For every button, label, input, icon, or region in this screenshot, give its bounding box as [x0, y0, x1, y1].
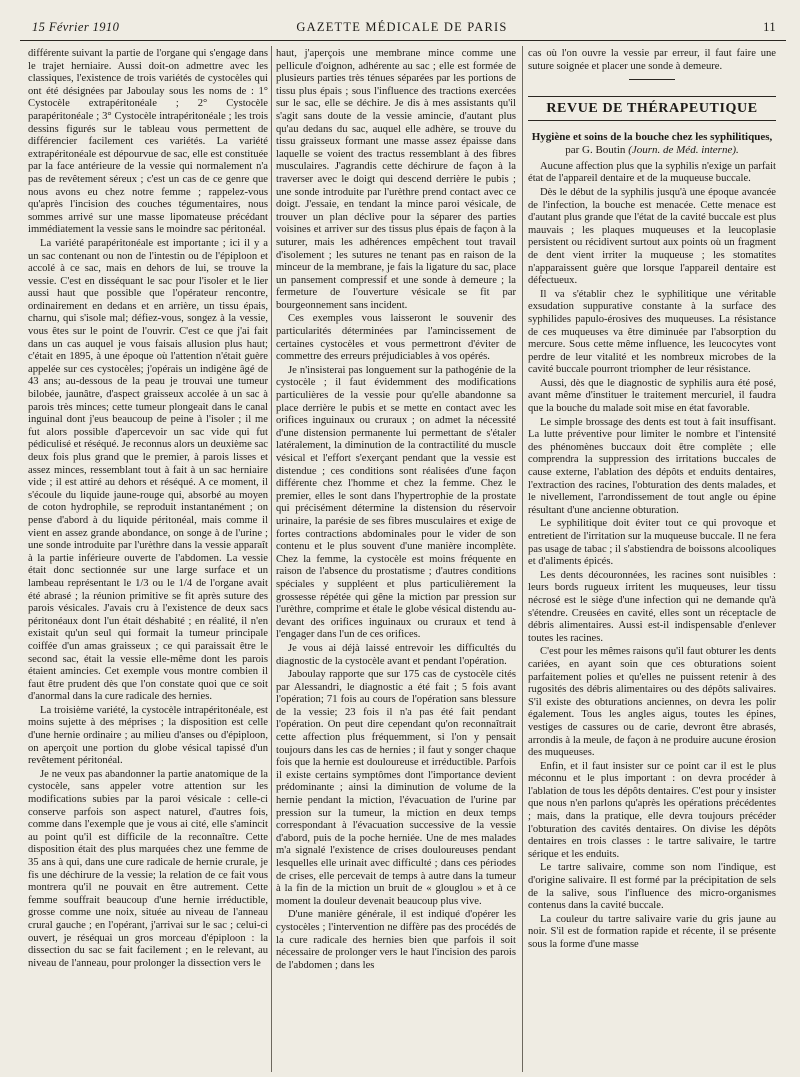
paragraph: Il va s'établir chez le syphilitique une véritable exsudation suppurative constante à la surface des syphilides papulo-érosives des muqueuses. La résistance de ces muqueuses va être diminuée par l'absorption du mercure. Sous cette même influence, les leucocytes vont perdre de leur vitalité et les nombreux microbes de la cavité buccale pourront triompher de leur résistance.: [528, 288, 776, 376]
byline-author: par G. Boutin: [565, 143, 626, 156]
paragraph: Aussi, dès que le diagnostic de syphilis aura été posé, avant même d'instituer le traitement mercuriel, il faudra que la bouche du malade soit mise en état favorable.: [528, 377, 776, 415]
end-rule: [629, 79, 675, 80]
paragraph: D'une manière générale, il est indiqué d'opérer les cystocèles ; l'intervention ne diffère pas des procédés de la cure radicale des hernies bien que parfois il soit nécessaire de prolonger vers le haut l'incision des parois de l'abdomen ; dans les: [276, 909, 516, 971]
article-title: [528, 131, 776, 157]
issue-date: 15 Février 1910: [32, 20, 120, 34]
paragraph: Les dents découronnées, les racines sont nuisibles : leurs bords rugueux irritent les muqueuses, leur tissu nécrosé est le siège d'une infection qui ne demande qu'à s'étendre. Creusées en cavité, elles sont un réceptacle de débris alimentaires. Aussi est-il indispensable d'enlever toutes les racines.: [528, 569, 776, 644]
page-number: 11: [763, 20, 776, 34]
paragraph: Le simple brossage des dents est tout à fait insuffisant. La lutte préventive pour limiter le nombre et l'intensité des phénomènes buccaux doit être complète ; elle comprendra la suppression des irritations buccales de cause externe, l'ablation des dépôts et enduits dentaires, l'extraction des racines, l'obturation des dents malades, et le nivellement, l'arrondissement de tout angle ou épine résultant d'une ancienne obturation.: [528, 416, 776, 516]
paragraph: Aucune affection plus que la syphilis n'exige un parfait état de l'appareil dentaire et de la muqueuse buccale.: [528, 160, 776, 185]
paragraph: Ces exemples vous laisseront le souvenir des particularités déterminées par l'amincissement de certaines cystocèles et vous permettront d'éviter de commettre des erreurs préjudiciables à vos opérés.: [276, 313, 516, 363]
column-right: [528, 48, 776, 1070]
paragraph: Dès le début de la syphilis jusqu'à une époque avancée de l'infection, la bouche est menacée. Cette menace est d'autant plus grande que l'état de la cavité buccale est plus mauvais ; les plaques muqueuses et la leucoplasie persistent ou récidivent surtout aux points où un fragment de dent vient irriter la muqueuse ; les stomatites n'apparaissent guère que lorsque l'appareil dentaire est défectueux.: [528, 186, 776, 287]
paragraph: Enfin, et il faut insister sur ce point car il est le plus méconnu et le plus important : on devra procéder à l'ablation de tous les dépôts dentaires. C'est pour y insister que nous n'en parlons qu'après les opérations précédentes ; mais, dans la pratique, elle devra toujours précéder l'obturation des cavités dentaires. On divise les dépôts dentaires en trois classes : le tartre salivaire, le tartre sérique et les enduits.: [528, 760, 776, 860]
paragraph: haut, j'aperçois une membrane mince comme une pellicule d'oignon, adhérente au sac ; elle est formée de plusieurs parties très ténues séparées par les portions de tissu plus épais ; sous l'influence des tractions exercées sur le sac, elle se déchire. Je dis à mes assistants qu'il s'agit sans doute de la vessie amincie, d'autant plus qu'au dedans du sac, auquel elle adhère, se trouve du tissu graisseux formant une masse assez épaisse dans laquelle se voient des tractus ressemblant à des fibres musculaires. J'agrandis cette déchirure de façon à la traverser avec le doigt qui descend derrière le pubis ; une sonde introduite par l'urèthre prend contact avec ce doigt. J'essaie, en tendant la mince paroi vésicale, de trouver un plan déclive pour la séparer des parties voisines et arriver sur des tissus plus épais de façon à la suturer, mais les adhérences empêchent tout travail d'isolement ; les sutures ne tenant pas en raison de la minceur de la membrane, je fais la ligature du sac, place un pansement compressif et une sonde à demeure ; la fermeture de l'ouverture vésicale se fit par bourgeonnement sans incident.: [276, 48, 516, 311]
paragraph: C'est pour les mêmes raisons qu'il faut obturer les dents cariées, en ayant soin que ces obturations soient parfaitement polies et qu'elles ne puissent retenir à des rugosités des débris alimentaires ou des dépôts salivaires. S'il existe des obturations anciennes, on devra les polir également. Tous les angles aigus, toutes les épines, vestiges de cassures ou de carie, devront être abrasés, arrondis à la meule, de façon à ne produire aucune érosion des muqueuses.: [528, 646, 776, 759]
journal-title: GAZETTE MÉDICALE DE PARIS: [296, 20, 508, 34]
paragraph: Le syphilitique doit éviter tout ce qui provoque et entretient de l'irritation sur la muqueuse buccale. Il ne fera pas usage de tabac ; il s'abstiendra de boissons alcooliques et d'aliments épicés.: [528, 518, 776, 568]
paragraph: La variété parapéritonéale est importante ; ici il y a un sac contenant ou non de l'intestin ou de l'épiploon et accolé à ce sac, mais en dehors de lui, se trouve la vessie. C'est en disséquant le sac pour l'isoler et le lier aussi haut que possible que l'opérateur rencontre, ordinairement en dedans et en arrière, un tissu épais, charnu, qui s'isole mal; défiez-vous, songez à la vessie, vous êtes sur le point de l'ouvrir. C'est ce que j'ai fait dans un cas auquel je vous faisais allusion plus haut; c'était en 1895, à une époque où l'attention n'était guère appelée sur ces cystocèles; j'opérais un indigène âgé de 43 ans; au-dessous de la peau je trouvai une tumeur bilobée, jaunâtre, d'aspect graisseux accolée à un sac à parois très minces; cette tumeur plongeait dans le canal inguinal dont j'eus beaucoup de peine à l'isoler ; il me fut alors possible d'apercevoir un sac vide qui fut pédiculisé et réséqué. Je reconnus alors un deuxième sac deux fois plus grand que le premier, à parois lisses et assez minces, ressemblant tout à fait à un sac herniaire vide ; il est attiré au dehors et réséqué. A ce moment, il s'écoule du liquide jaune-rouge qui, absorbé au moyen de coton hydrophile, se reproduit instantanément ; on pense d'abord à du liquide péritonéal, mais comme il vient en assez grande abondance, on songe à de l'urine ; une sonde introduite par l'urèthre dans la vessie apparaît à la partie inférieure ouverte de l'abdomen. La vessie était donc sectionnée sur une large surface et un lambeau représentant le 1/3 ou le 1/4 de l'organe avait été abrasé ; la réunion primitive se fit après suture des parois vésicales. J'avais cru à l'existence de deux sacs péritonéaux dont l'un était déshabité ; en réalité, il n'en existait qu'un seul qui formait la tumeur principale coiffée d'un amas graisseux ; ce qui paraissait être le second sac, était la vessie elle-même dont les parois étaient amincies. Cet exemple vous montre combien il faut être prudent dès que l'on constate quoi que ce soit d'anormal dans la cure radicale des hernies.: [28, 237, 268, 703]
article-byline: [565, 144, 739, 156]
column-left: [28, 48, 268, 1070]
paragraph: La troisième variété, la cystocèle intrapéritonéale, est moins sujette à des méprises ; la disposition est celle d'une hernie ordinaire ; au milieu d'anses ou d'épiploon, on aperçoit une portion du globe vésical tapissé d'un revêtement péritonéal.: [28, 704, 268, 767]
paragraph: différente suivant la partie de l'organe qui s'engage dans le trajet herniaire. Aussi doit-on admettre avec les classiques, l'existence de trois variétés de cystocèles qui ont été désignées par Jaboulay sous les noms de : 1° Cystocèle extrapéritonéale ; 2° Cystocèle parapéritonéale ; 3° Cystocèle intrapéritonéale ; les trois dessins figurés sur le tableau vous permettent de différencier facilement ces variétés. La variété extrapéritonéale est dépourvue de sac, elle est constituée par la face antérieure de la vessie qui normalement n'a pas de revêtement séreux ; c'est un cas de ce genre que nous avons eu chez notre femme ; rappelez-vous qu'après l'incision des couches tégumentaires, nous sommes arrivé sur une masse lipomateuse précédant immédiatement la vessie sans le moindre sac péritonéal.: [28, 48, 268, 236]
paragraph: La couleur du tartre salivaire varie du gris jaune au noir. S'il est de formation rapide et récente, il se présente sous la forme d'une masse: [528, 913, 776, 950]
article-title-text: Hygiène et soins de la bouche chez les syphilitiques,: [531, 130, 773, 143]
paragraph: cas où l'on ouvre la vessie par erreur, il faut faire une suture soignée et placer une sonde à demeure.: [528, 48, 776, 72]
paragraph: Je ne veux pas abandonner la partie anatomique de la cystocèle, sans appeler votre attention sur les modifications subies par la paroi vésicale : celle-ci conserve parfois son aspect naturel, d'autres fois, comme dans l'exemple que je vous ai cité, elle s'amincit au point qu'il est difficile de la reconnaître. Cette disposition était des plus marquées chez une femme de 35 ans à qui, dans une cure radicale de hernie crurale, je fis une déchirure de la vessie; la relation de ce fait vous montrera qu'il ne pouvait en être autrement. Cette femme souffrait beaucoup d'une hernie irréductible, grosse comme une noix, située au niveau de l'anneau crural gauche ; en l'opérant, j'arrivai sur le sac ; celui-ci ouvert, je réséquai un gros morceau d'épiploon : la dissection du sac se fait facilement ; en le relevant, au niveau de l'anneau, pour prolonger la dissection vers le: [28, 768, 268, 969]
section-title: REVUE DE THÉRAPEUTIQUE: [528, 96, 776, 121]
paragraph: Le tartre salivaire, comme son nom l'indique, est d'origine salivaire. Il est formé par la précipitation de sels de la salive, sous l'influence des micro-organismes contenus dans la cavité buccale.: [528, 862, 776, 912]
column-divider: [522, 46, 523, 1072]
paragraph: Jaboulay rapporte que sur 175 cas de cystocèle cités par Alessandri, le diagnostic a été fait ; 5 fois avant l'opération; 71 fois au cours de l'opération sans blessure de la vessie; 23 fois il n'a pas été fait pendant l'opération. On peut dire cependant qu'on reconnaîtrait cette affection plus fréquemment, si l'on y pensait toujours dans les cas de hernies ; il faut y songer chaque fois que la hernie est douloureuse et irréductible. Parfois il existe certains symptômes dont l'importance devient prédominante ; ainsi la diminution de volume de la hernie pendant la miction, l'évacuation de l'urine par pression sur la tumeur, la miction en deux temps correspondant à l'évacuation successive de la vessie d'abord, puis de la poche herniée. Une de mes malades m'a signalé l'existence de crises douloureuses pendant lesquelles elle urinait avec difficulté ; dans ces périodes de crises, elle percevait de temps à autre dans la tumeur à la fin de la miction un bruit de « glouglou » et à ce moment la douleur devenait beaucoup plus vive.: [276, 669, 516, 907]
paragraph: Je vous ai déjà laissé entrevoir les difficultés du diagnostic de la cystocèle avant et pendant l'opération.: [276, 642, 516, 667]
column-middle: [276, 48, 516, 1070]
paragraph: Je n'insisterai pas longuement sur la pathogénie de la cystocèle ; il faut évidemment des modifications particulières de la vessie pour qu'elle abandonne sa place derrière le pubis et se mette en contact avec les orifices inguinaux ou cruraux ; on admet la nécessité d'une distension permanente lui permettant de s'étaler latéralement, la diminution de la contractilité du muscle vésical et l'effort s'exerçant pendant que la vessie est distendue ; ces conditions sont réalisées d'une façon différente chez l'homme et chez la femme. Chez le premier, elles le sont dans l'hypertrophie de la prostate qui précisément détermine la distension du réservoir urinaire, la parésie de ses fibres musculaires et exige de fortes contractions abdominales pour le vider de son contenu et le plus souvent d'une manière incomplète. Chez la femme, la cystocèle est moins fréquente en raison de l'absence du prostatisme ; d'autres conditions spéciales y suppléent et plus particulièrement la grossesse répétée qui gêne la miction par pression sur l'urèthre, comprime et étale le globe vésical distendu au-devant des orifices inguinaux ou cruraux et tend à l'engager dans l'un de ces orifices.: [276, 364, 516, 641]
page-header: [22, 18, 782, 40]
header-rule: [20, 40, 786, 41]
column-divider: [271, 46, 272, 1072]
byline-source: (Journ. de Méd. interne).: [628, 143, 739, 156]
